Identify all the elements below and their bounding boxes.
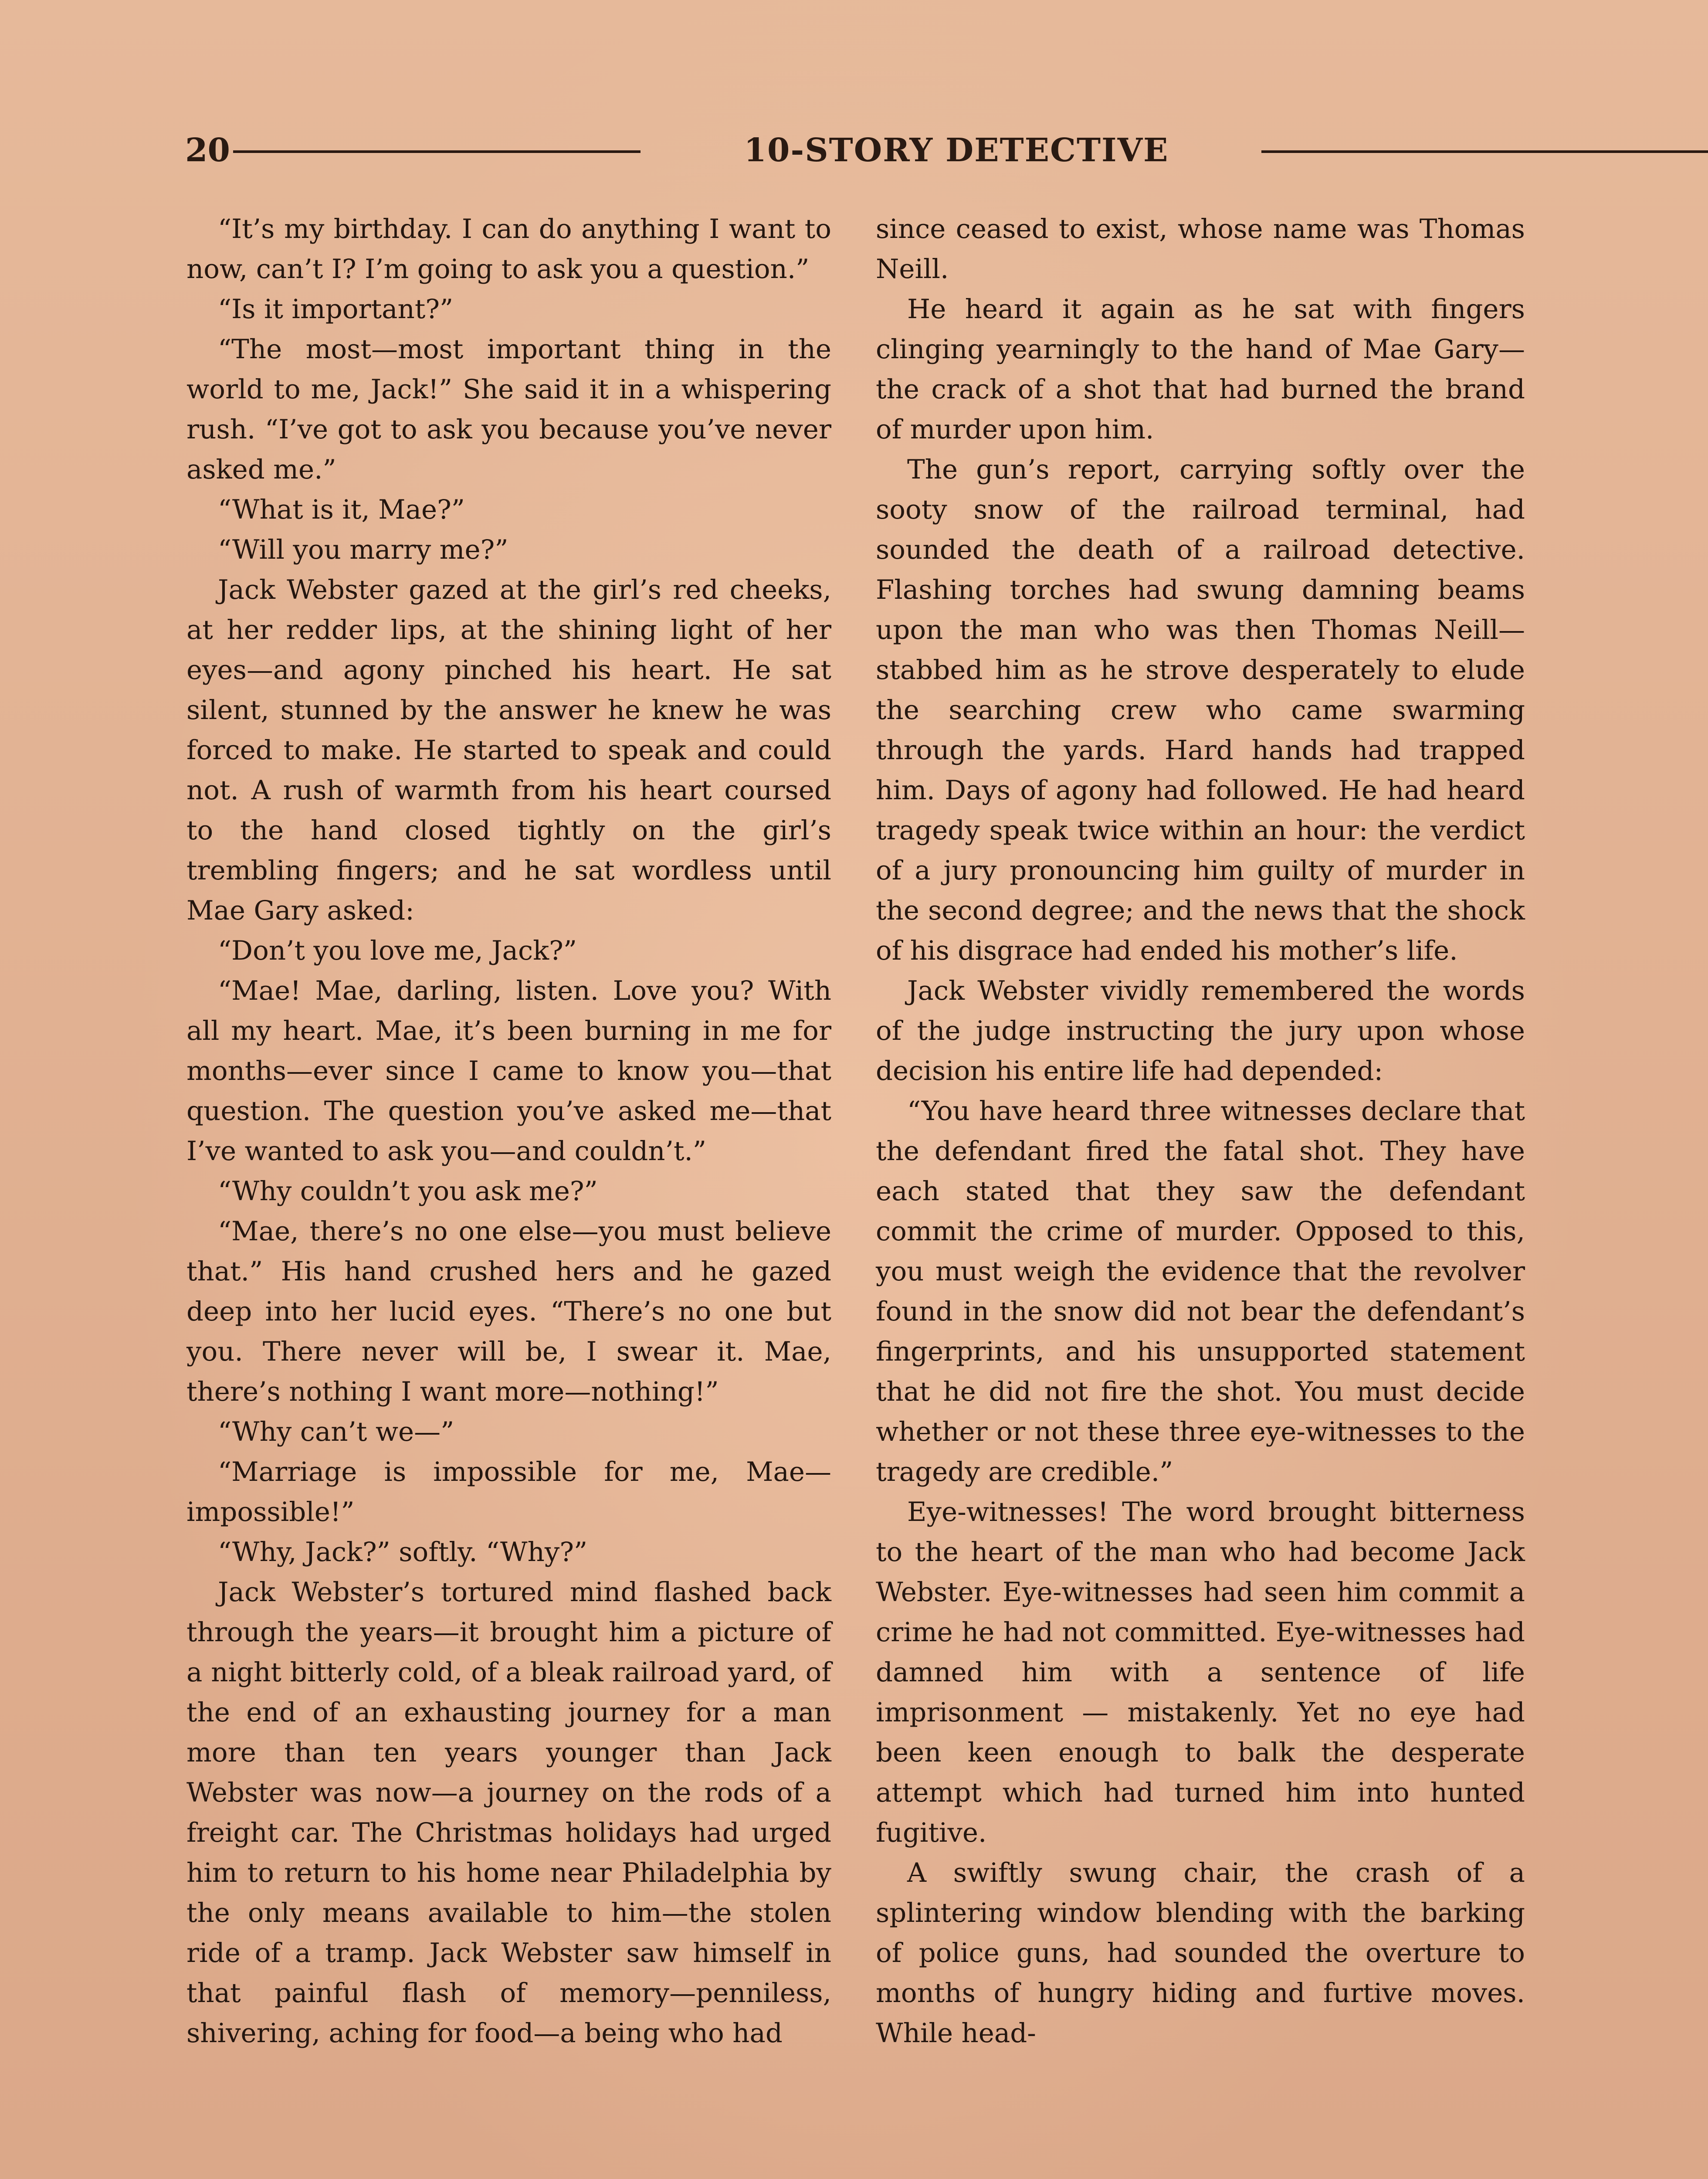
paragraph: A swiftly swung chair, the crash of a splintering window blending with the barking of police guns, had sounded the overture to months of hungry hiding and furtive moves. While head-	[876, 1857, 1525, 2049]
paragraph: “Marriage is impossible for me, Mae—impossible!”	[186, 1456, 831, 1527]
paragraph: Jack Webster’s tortured mind flashed back through the years—it brought him a picture of a night bitterly cold, of a bleak railroad yard, of the end of an exhausting journey for a man more than ten years younger than Jack Webster was now—a journey on the rods of a freight car. The Christmas holidays had urged him to return to his home near Philadelphia by the only means available to him—the stolen ride of a tramp. Jack Webster saw himself in that painful flash of memory—penniless, shivering, aching for food—a being who had	[186, 1577, 831, 2049]
paragraph: “It’s my birthday. I can do anything I want to now, can’t I? I’m going to ask you a question.”	[186, 214, 831, 285]
page-number: 20	[185, 132, 230, 169]
paragraph: “Mae, there’s no one else—you must believe that.” His hand crushed hers and he gazed deep into her lucid eyes. “There’s no one but you. There never will be, I swear it. Mae, there’s nothing I want more—nothing!”	[186, 1216, 831, 1407]
magazine-title: 10-STORY DETECTIVE	[744, 132, 1169, 169]
paragraph: “Is it important?”	[218, 294, 454, 325]
header-rule-right	[1261, 150, 1708, 153]
paragraph-continuation: since ceased to exist, whose name was Thomas Neill.	[876, 214, 1525, 285]
right-column	[876, 209, 1525, 2053]
paragraph: Eye-witnesses! The word brought bitterness to the heart of the man who had become Jack Webster. Eye-witnesses had seen him commit a crime he had not committed. Eye-witnesses had damned him with a sentence of life imprisonment — mistakenly. Yet no eye had been keen enough to balk the desperate attempt which had turned him into hunted fugitive.	[876, 1497, 1525, 1848]
paragraph: “What is it, Mae?”	[218, 494, 465, 525]
page-header	[185, 126, 1527, 174]
paragraph: “The most—most important thing in the world to me, Jack!” She said it in a whispering rush. “I’ve got to ask you because you’ve never asked me.”	[186, 334, 831, 485]
paragraph: “Why can’t we—”	[218, 1416, 454, 1447]
paragraph: Jack Webster vividly remembered the words of the judge instructing the jury upon whose decision his entire life had depended:	[876, 975, 1525, 1086]
paragraph: “Why, Jack?” softly. “Why?”	[218, 1537, 588, 1568]
paragraph: Jack Webster gazed at the girl’s red cheeks, at her redder lips, at the shining light of her eyes—and agony pinched his heart. He sat silent, stunned by the answer he knew he was forced to make. He started to speak and could not. A rush of warmth from his heart coursed to the hand closed tightly on the girl’s trembling fingers; and he sat wordless until Mae Gary asked:	[186, 574, 831, 926]
paragraph: “Mae! Mae, darling, listen. Love you? With all my heart. Mae, it’s been burning in me for months—ever since I came to know you—that question. The question you’ve asked me—that I’ve wanted to ask you—and couldn’t.”	[186, 975, 831, 1167]
paragraph: The gun’s report, carrying softly over the sooty snow of the railroad terminal, had sounded the death of a railroad detective. Flashing torches had swung damning beams upon the man who was then Thomas Neill—stabbed him as he strove desperately to elude the searching crew who came swarming through the yards. Hard hands had trapped him. Days of agony had followed. He had heard tragedy speak twice within an hour: the verdict of a jury pronouncing him guilty of murder in the second degree; and the news that the shock of his disgrace had ended his mother’s life.	[876, 454, 1525, 966]
paragraph: “You have heard three witnesses declare that the defendant fired the fatal shot. They have each stated that they saw the defendant commit the crime of murder. Opposed to this, you must weigh the evidence that the revolver found in the snow did not bear the defendant’s fingerprints, and his unsupported statement that he did not fire the shot. You must decide whether or not these three eye-witnesses to the tragedy are credible.”	[876, 1096, 1525, 1487]
left-column	[186, 209, 831, 2053]
paragraph: “Why couldn’t you ask me?”	[218, 1176, 598, 1207]
paragraph: He heard it again as he sat with fingers clinging yearningly to the hand of Mae Gary—the crack of a shot that had burned the brand of murder upon him.	[876, 294, 1525, 445]
paragraph: “Will you marry me?”	[218, 534, 508, 565]
paragraph: “Don’t you love me, Jack?”	[218, 935, 577, 966]
header-rule-left	[233, 150, 640, 153]
